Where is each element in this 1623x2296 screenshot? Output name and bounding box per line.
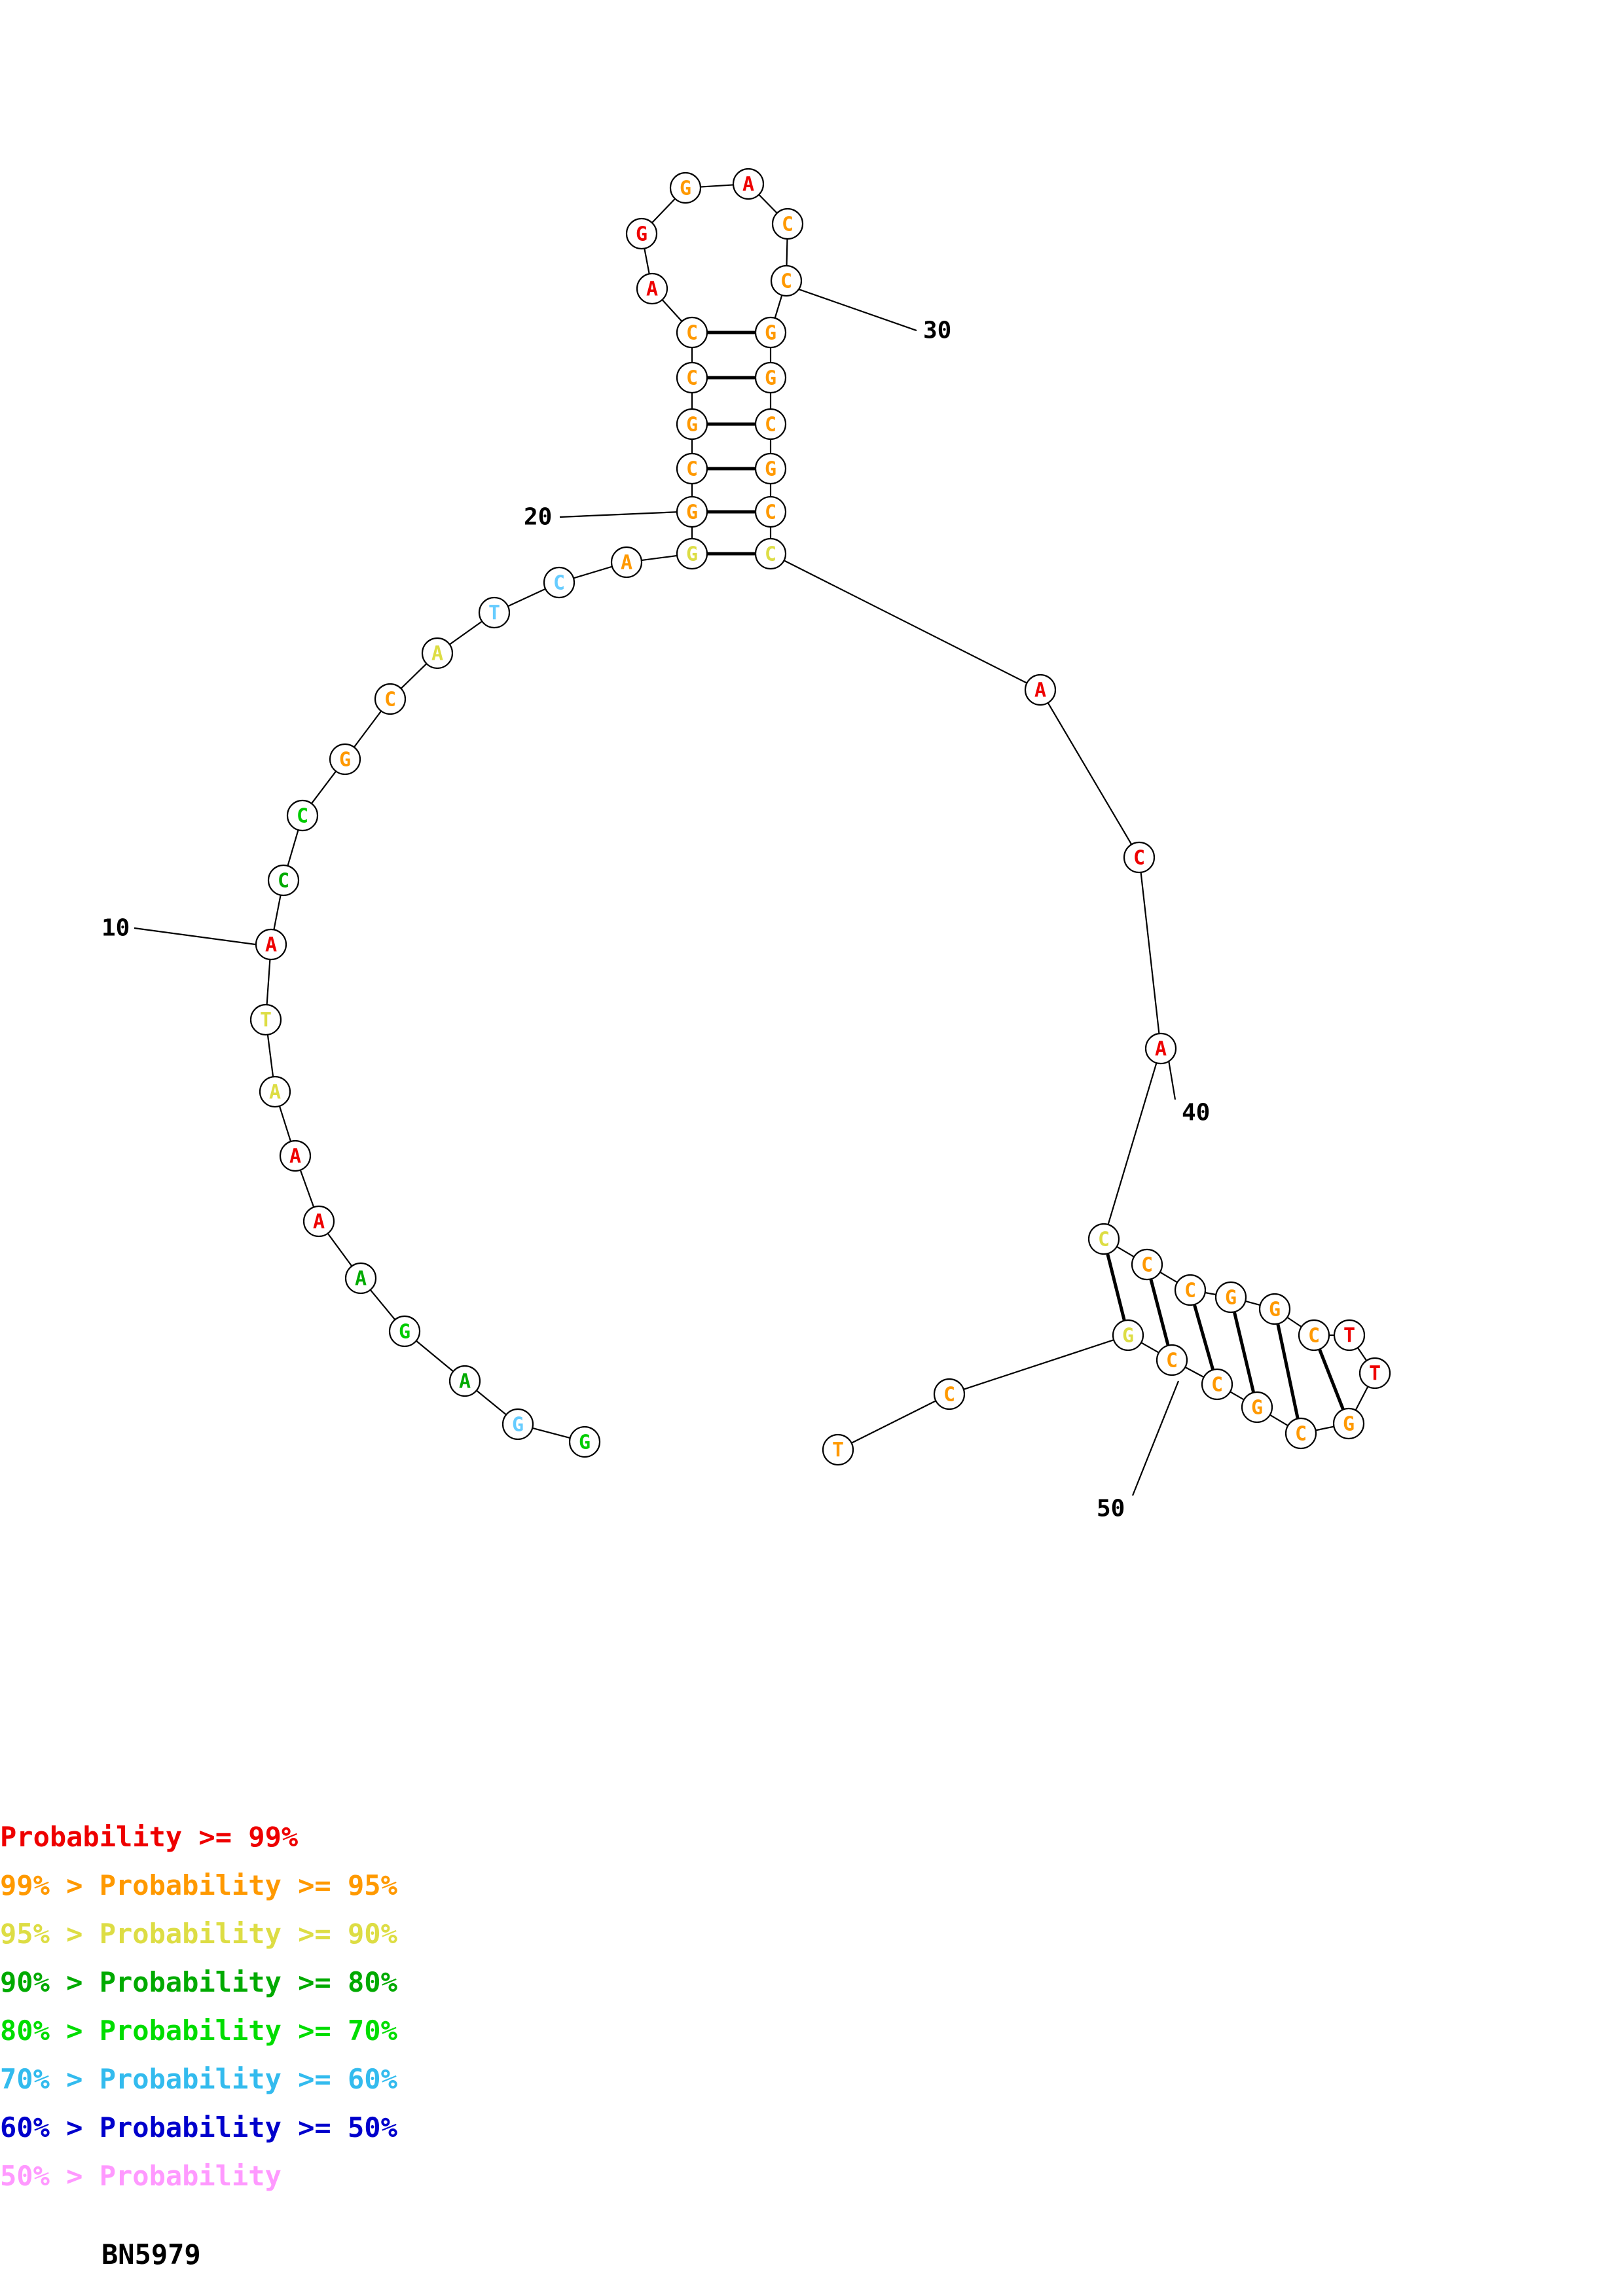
legend-row: 90% > Probability >= 80% [0, 1966, 397, 1998]
legend-row: Probability >= 99% [0, 1821, 299, 1853]
nucleotide-letter: C [277, 869, 290, 893]
nucleotide [1025, 675, 1055, 705]
position-label: 40 [1182, 1099, 1211, 1126]
base-pair-line [1235, 1312, 1254, 1391]
nucleotide-letter: G [1342, 1412, 1355, 1436]
backbone-segment [267, 960, 270, 1005]
nucleotide [823, 1435, 853, 1465]
nucleotide-letter: C [781, 213, 794, 236]
position-leader-line [1169, 1060, 1175, 1100]
backbone-segment [1141, 872, 1159, 1033]
base-pair-line [1108, 1254, 1124, 1319]
nucleotide-letter: C [1184, 1279, 1197, 1302]
nucleotide-letter: C [1294, 1422, 1307, 1446]
nucleotide [934, 1379, 964, 1409]
position-label: 20 [524, 503, 553, 531]
nucleotide-letter: C [764, 413, 777, 437]
legend-row: 70% > Probability >= 60% [0, 2063, 397, 2095]
legend-row: 99% > Probability >= 95% [0, 1869, 397, 1901]
nucleotide [1334, 1320, 1364, 1350]
nucleotide [677, 454, 707, 484]
nucleotide-letter: C [1140, 1253, 1154, 1277]
nucleotide [1360, 1358, 1390, 1388]
backbone-segment [1358, 1348, 1366, 1361]
nucleotide-letter: T [831, 1439, 845, 1462]
nucleotide [304, 1206, 334, 1236]
nucleotide-letter: C [1165, 1349, 1178, 1372]
base-pair-line [1195, 1305, 1213, 1369]
nucleotide-letter: A [1034, 679, 1047, 702]
nucleotide [390, 1316, 420, 1346]
nucleotide [450, 1366, 480, 1396]
position-label: 30 [923, 317, 952, 344]
nucleotide [677, 317, 707, 348]
position-label: 50 [1097, 1495, 1125, 1522]
nucleotide [1202, 1369, 1232, 1399]
nucleotide [570, 1427, 600, 1457]
nucleotide-letter: C [1211, 1373, 1224, 1397]
nucleotide [1286, 1418, 1316, 1448]
nucleotide [1132, 1249, 1162, 1280]
nucleotide-letter: G [1250, 1396, 1264, 1420]
nucleotide-letter: C [384, 688, 397, 711]
nucleotide [1216, 1282, 1246, 1312]
backbone-segment [1048, 703, 1132, 844]
nucleotide-letter: A [431, 642, 444, 666]
nucleotide-letter: C [764, 501, 777, 524]
nucleotide-letter: G [511, 1413, 524, 1437]
nucleotide [1146, 1033, 1176, 1064]
nucleotide-letter: G [685, 501, 699, 524]
backbone-segment [1205, 1293, 1216, 1295]
nucleotide-letter: A [620, 551, 633, 575]
nucleotide [280, 1141, 310, 1171]
nucleotide-letter: G [685, 413, 699, 437]
nucleotide [1157, 1345, 1187, 1375]
nucleotide [268, 865, 299, 895]
nucleotide-letter: C [764, 543, 777, 566]
nucleotide [756, 317, 786, 348]
position-label: 10 [101, 914, 130, 942]
backbone-segment [328, 1234, 352, 1266]
backbone-segment [964, 1340, 1114, 1390]
legend-row: 95% > Probability >= 90% [0, 1918, 397, 1950]
nucleotide-letter: C [685, 367, 699, 390]
nucleotide-letter: T [259, 1009, 272, 1032]
backbone-segment [280, 1106, 291, 1141]
nucleotide [1260, 1294, 1290, 1324]
nucleotide [677, 539, 707, 569]
nucleotide [637, 274, 667, 304]
backbone-segment [759, 194, 777, 213]
backbone-segment [477, 1391, 506, 1415]
nucleotide-letter: T [1368, 1362, 1381, 1386]
nucleotide [756, 409, 786, 439]
backbone-segment [1160, 1272, 1177, 1283]
nucleotide-letter: C [1097, 1228, 1110, 1251]
nucleotide [260, 1077, 290, 1107]
nucleotide-letter: G [685, 543, 699, 566]
backbone-segment [354, 711, 381, 747]
nucleotide-letter: A [646, 278, 659, 301]
nucleotide [1299, 1320, 1329, 1350]
nucleotide [287, 800, 318, 831]
base-pair-line [1320, 1350, 1343, 1408]
nucleotide-letter: A [742, 173, 755, 196]
nucleotide-letter: A [264, 933, 278, 957]
nucleotide [771, 266, 801, 296]
backbone-segment [787, 239, 788, 266]
nucleotide-letter: G [679, 177, 692, 200]
nucleotide [1089, 1224, 1119, 1254]
backbone-segment [1287, 1318, 1302, 1327]
backbone-segment [532, 1428, 570, 1438]
base-pair-line [1278, 1324, 1298, 1418]
nucleotide-letter: T [1343, 1324, 1356, 1348]
nucleotide-letter: G [764, 367, 777, 390]
backbone-segment [401, 664, 426, 689]
nucleotide [773, 209, 803, 239]
backbone-segment [1230, 1391, 1244, 1399]
nucleotide [330, 744, 360, 774]
backbone-segment [784, 560, 1027, 683]
backbone-segment [301, 1170, 314, 1208]
nucleotide-letter: C [296, 804, 309, 828]
backbone-segment [1117, 1247, 1134, 1257]
nucleotide-letter: G [635, 223, 648, 246]
nucleotide-letter: T [488, 601, 501, 625]
nucleotide [677, 363, 707, 393]
nucleotide-letter: A [268, 1081, 282, 1104]
base-pair-line [1151, 1280, 1168, 1345]
nucleotide-letter: G [338, 748, 352, 772]
nucleotide [627, 219, 657, 249]
nucleotide-letter: C [553, 571, 566, 595]
nucleotide [677, 497, 707, 527]
nucleotide [422, 638, 452, 668]
nucleotide-group [251, 169, 1390, 1465]
nucleotide-letter: G [1122, 1324, 1135, 1348]
backbone-segment [662, 300, 682, 321]
backbone-segment [416, 1341, 454, 1372]
nucleotide-letter: G [764, 457, 777, 481]
nucleotide-letter: G [1224, 1286, 1237, 1310]
nucleotide-letter: C [780, 270, 793, 293]
backbone-segment [642, 556, 677, 560]
nucleotide-letter: C [685, 457, 699, 481]
backbone-segment [371, 1290, 395, 1320]
nucleotide [251, 1005, 281, 1035]
nucleotide-letter: G [578, 1431, 591, 1454]
backbone-segment [652, 199, 675, 223]
position-leader-line [1133, 1381, 1178, 1496]
nucleotide-letter: A [458, 1370, 471, 1393]
backbone-segment [1185, 1367, 1203, 1377]
backbone-segment [274, 895, 280, 930]
nucleotide [375, 684, 405, 714]
nucleotide-letter: C [1307, 1324, 1321, 1348]
nucleotide-letter: C [943, 1383, 956, 1407]
nucleotide [756, 497, 786, 527]
nucleotide [256, 929, 286, 960]
nucleotide [1175, 1275, 1205, 1305]
position-leader-line [134, 928, 255, 944]
nucleotide [611, 547, 642, 577]
nucleotide [756, 539, 786, 569]
backbone-segment [574, 567, 612, 579]
backbone-segment [1316, 1427, 1334, 1431]
legend-row: 80% > Probability >= 70% [0, 2015, 397, 2047]
nucleotide [1124, 842, 1154, 872]
nucleotide [1242, 1392, 1272, 1422]
backbone-segment [287, 830, 298, 866]
position-label-group [101, 317, 1210, 1522]
backbone-segment [312, 771, 336, 803]
nucleotide [756, 454, 786, 484]
nucleotide [1113, 1320, 1143, 1350]
nucleotide-letter: G [1268, 1298, 1281, 1321]
nucleotide [1334, 1408, 1364, 1439]
backbone-segment [1245, 1301, 1260, 1305]
position-leader-line [786, 285, 917, 331]
nucleotide-letter: C [1133, 846, 1146, 870]
nucleotide [756, 363, 786, 393]
backbone-segment [1270, 1415, 1288, 1426]
base-pair-lines [708, 332, 1343, 1418]
backbone-segment [450, 621, 483, 644]
nucleotide [544, 567, 574, 598]
nucleotide [677, 409, 707, 439]
nucleotide [503, 1409, 533, 1439]
position-leader-line [560, 512, 681, 517]
backbone-segment [1141, 1342, 1159, 1352]
nucleotide-letter: C [685, 321, 699, 345]
backbone-segment [1356, 1386, 1368, 1410]
probability-legend [0, 1813, 786, 2200]
nucleotide-letter: A [289, 1145, 302, 1168]
sequence-id-label: BN5979 [101, 2238, 201, 2270]
nucleotide [670, 173, 701, 203]
nucleotide-letter: G [764, 321, 777, 345]
backbone-segment [508, 589, 545, 607]
nucleotide [733, 169, 763, 199]
nucleotide-letter: A [354, 1267, 367, 1291]
backbone-segment [701, 185, 733, 187]
backbone-segment [1108, 1063, 1157, 1225]
backbone-segment [775, 295, 782, 318]
backbone-lines [264, 185, 1368, 1443]
nucleotide-letter: A [312, 1210, 325, 1234]
backbone-segment [644, 249, 649, 274]
backbone-segment [852, 1401, 936, 1443]
legend-row: 50% > Probability [0, 2160, 282, 2192]
nucleotide [479, 598, 509, 628]
nucleotide-letter: A [1154, 1037, 1167, 1061]
legend-row: 60% > Probability >= 50% [0, 2111, 397, 2144]
nucleotide-letter: G [398, 1320, 411, 1344]
nucleotide [346, 1263, 376, 1293]
backbone-segment [268, 1035, 273, 1077]
